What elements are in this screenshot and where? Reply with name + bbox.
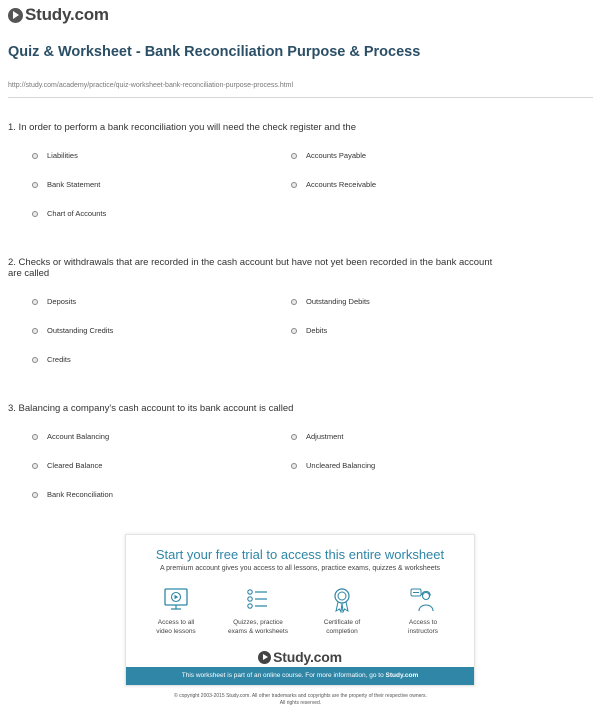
feature-instructors: Access to instructors [383,587,463,636]
answer-option[interactable]: Uncleared Balancing [291,461,375,470]
question-3: 3. Balancing a company's cash account to its bank account is called [8,403,294,414]
radio-button[interactable] [291,463,297,469]
page-title: Quiz & Worksheet - Bank Reconciliation Purpose & Process [8,44,421,60]
radio-button[interactable] [32,153,38,159]
question-1: 1. In order to perform a bank reconciliation you will need the check register and the [8,122,356,133]
feature-quizzes: Quizzes, practice exams & worksheets [218,587,298,636]
answer-option[interactable]: Bank Reconciliation [32,490,113,499]
radio-button[interactable] [32,434,38,440]
radio-button[interactable] [291,434,297,440]
radio-button[interactable] [32,328,38,334]
page-url: http://study.com/academy/practice/quiz-worksheet-bank-reconciliation-purpose-process.html [8,82,294,89]
question-2: 2. Checks or withdrawals that are recorded in the cash account but have not yet been recorded in the bank account are called [8,257,493,279]
play-logo-icon [258,651,271,664]
answer-option[interactable]: Credits [32,355,71,364]
radio-button[interactable] [291,299,297,305]
answer-option[interactable]: Debits [291,326,327,335]
radio-button[interactable] [32,299,38,305]
answer-option[interactable]: Accounts Receivable [291,180,376,189]
play-logo-icon [8,8,23,23]
answer-option[interactable]: Cleared Balance [32,461,102,470]
header-divider [8,97,593,98]
answer-option[interactable]: Outstanding Credits [32,326,113,335]
study-logo[interactable] [8,5,109,25]
brand-name: Study.com [25,5,109,24]
radio-button[interactable] [32,211,38,217]
instructor-icon [409,587,437,613]
radio-button[interactable] [291,153,297,159]
quiz-list-icon [244,587,272,613]
answer-option[interactable]: Account Balancing [32,432,109,441]
free-trial-promo [125,534,475,686]
radio-button[interactable] [32,463,38,469]
feature-certificate: Certificate of completion [302,587,382,636]
radio-button[interactable] [32,357,38,363]
promo-footer-bar [126,667,474,685]
video-lessons-icon [162,587,190,613]
radio-button[interactable] [32,182,38,188]
promo-footer-link[interactable]: Study.com [385,672,419,679]
promo-title: Start your free trial to access this entire worksheet [155,547,445,562]
promo-brand-name: Study.com [273,649,342,665]
answer-option[interactable]: Liabilities [32,151,78,160]
promo-study-logo[interactable] [126,649,474,665]
answer-option[interactable]: Chart of Accounts [32,209,106,218]
radio-button[interactable] [291,182,297,188]
answer-option[interactable]: Deposits [32,297,76,306]
promo-subtitle: A premium account gives you access to all lessons, practice exams, quizzes & worksheets [159,565,441,572]
radio-button[interactable] [291,328,297,334]
feature-video-lessons: Access to all video lessons [136,587,216,636]
radio-button[interactable] [32,492,38,498]
answer-option[interactable]: Adjustment [291,432,344,441]
promo-footer-text: This worksheet is part of an online course. For more information, go to [181,672,384,679]
answer-option[interactable]: Accounts Payable [291,151,366,160]
answer-option[interactable]: Bank Statement [32,180,100,189]
copyright-notice: © copyright 2003-2015 Study.com. All other trademarks and copyrights are the property of their respective owners. All rights reserved. [174,693,427,706]
certificate-icon [328,587,356,613]
answer-option[interactable]: Outstanding Debits [291,297,370,306]
